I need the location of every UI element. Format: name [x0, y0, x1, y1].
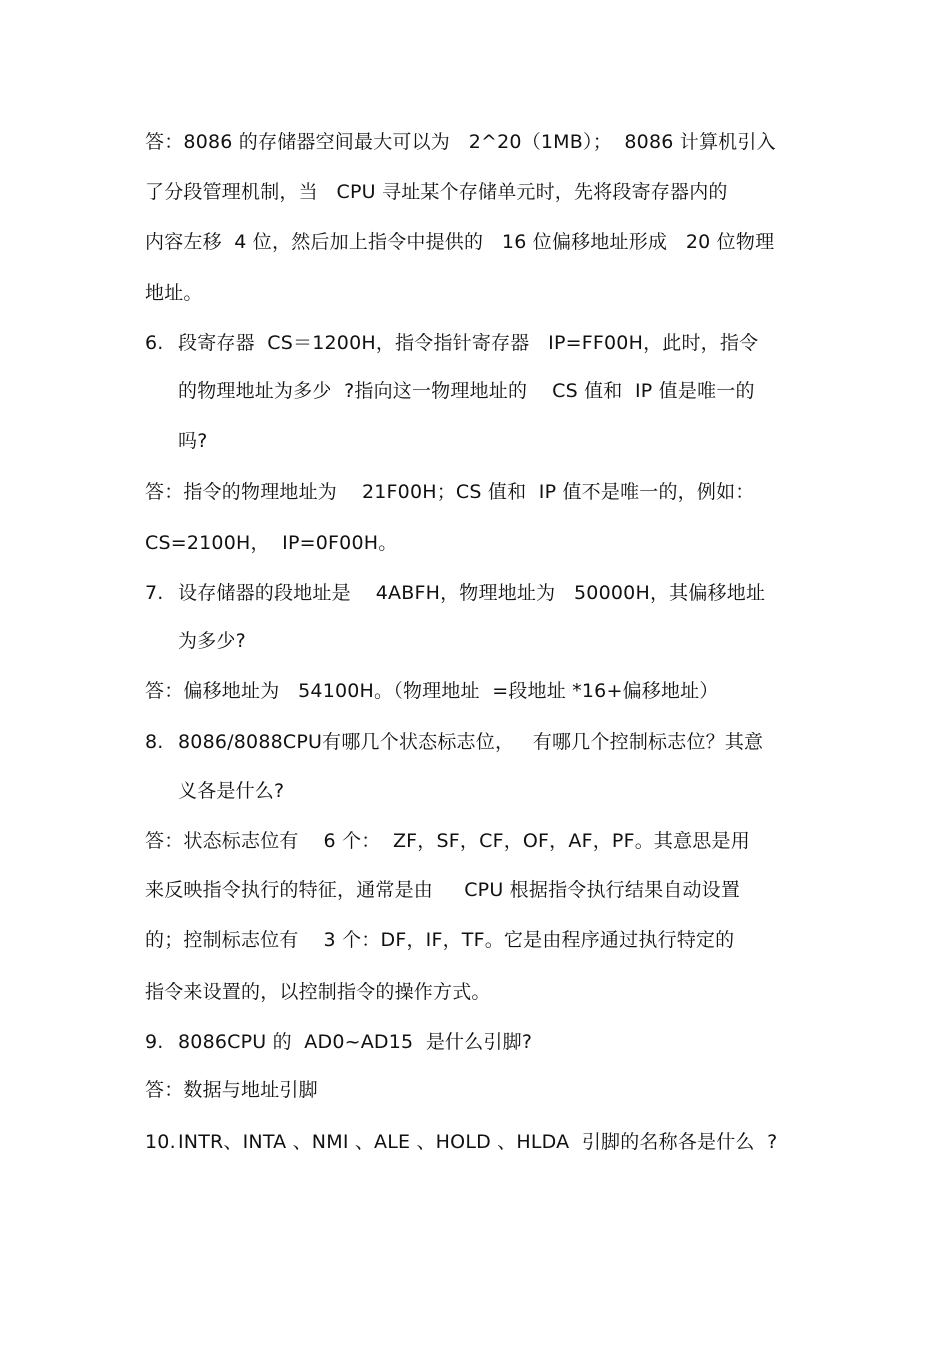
question-8-line-1: 8086/8088CPU有哪几个状态标志位， 有哪几个控制标志位？其意 — [178, 731, 764, 753]
answer-5-line-4: 地址。 — [145, 282, 203, 304]
answer-9-line-1: 答：数据与地址引脚 — [145, 1079, 318, 1101]
question-7-line-1: 设存储器的段地址是 4ABFH，物理地址为 50000H，其偏移地址 — [178, 582, 766, 604]
answer-5-line-1: 答：8086 的存储器空间最大可以为 2^20（1MB）； 8086 计算机引入 — [145, 131, 776, 153]
question-7-line-2: 为多少? — [178, 630, 246, 652]
answer-8-line-3: 的；控制标志位有 3 个：DF，IF，TF。它是由程序通过执行特定的 — [145, 929, 735, 951]
question-9-number: 9. — [145, 1031, 164, 1053]
question-7-number: 7. — [145, 582, 164, 604]
question-6-line-2: 的物理地址为多少 ?指向这一物理地址的 CS 值和 IP 值是唯一的 — [178, 380, 755, 402]
answer-6-line-2: CS=2100H， IP=0F00H。 — [145, 532, 398, 554]
answer-6-line-1: 答：指令的物理地址为 21F00H；CS 值和 IP 值不是唯一的，例如： — [145, 481, 755, 503]
answer-7-line-1: 答：偏移地址为 54100H。（物理地址 =段地址 *16+偏移地址） — [145, 680, 719, 702]
answer-8-line-1: 答：状态标志位有 6 个： ZF，SF，CF，OF，AF，PF。其意思是用 — [145, 830, 750, 852]
question-10-line-1: INTR、INTA 、NMI 、ALE 、HOLD 、HLDA 引脚的名称各是什么 ? — [178, 1131, 778, 1153]
answer-5-line-2: 了分段管理机制，当 CPU 寻址某个存储单元时，先将段寄存器内的 — [145, 181, 728, 203]
question-6-line-1: 段寄存器 CS＝1200H，指令指针寄存器 IP=FF00H，此时，指令 — [178, 332, 759, 354]
question-6-line-3: 吗? — [178, 430, 208, 452]
answer-8-line-4: 指令来设置的，以控制指令的操作方式。 — [145, 981, 491, 1003]
question-8-line-2: 义各是什么? — [178, 780, 285, 802]
question-6-number: 6. — [145, 332, 164, 354]
question-10-number: 10. — [145, 1131, 176, 1153]
answer-8-line-2: 来反映指令执行的特征，通常是由 CPU 根据指令执行结果自动设置 — [145, 879, 741, 901]
answer-5-line-3: 内容左移 4 位，然后加上指令中提供的 16 位偏移地址形成 20 位物理 — [145, 231, 775, 253]
question-8-number: 8. — [145, 731, 164, 753]
question-9-line-1: 8086CPU 的 AD0~AD15 是什么引脚? — [178, 1031, 533, 1053]
